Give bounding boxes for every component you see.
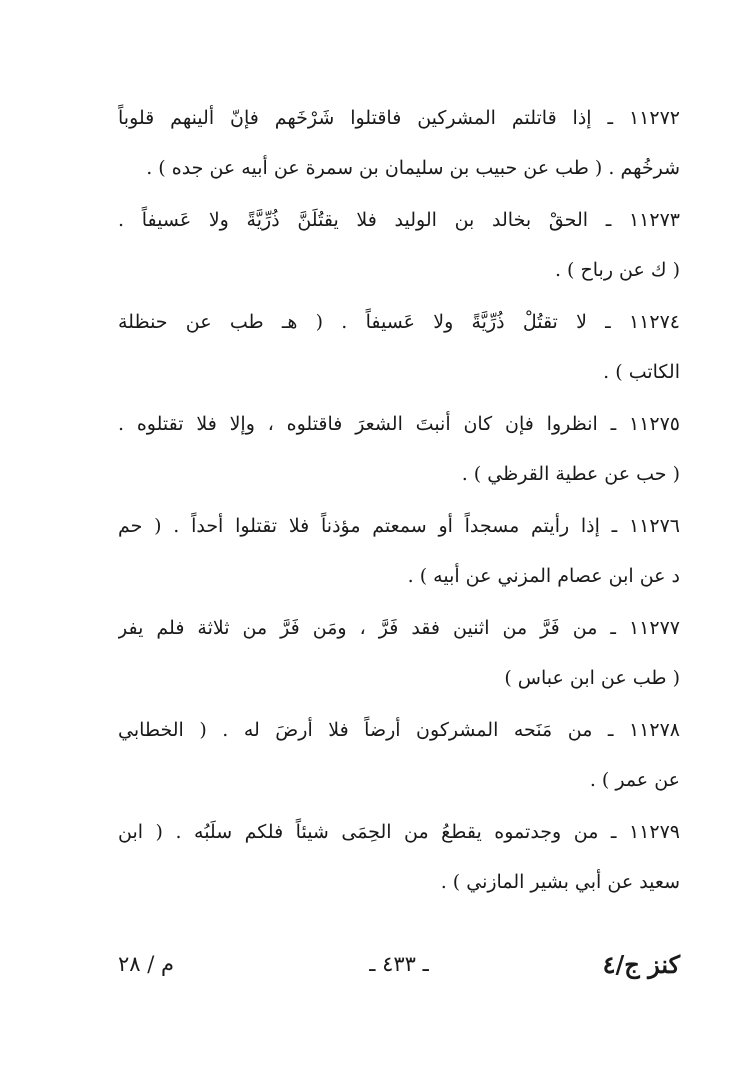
hadith-entry-11274	[118, 308, 680, 387]
hadith-entry-11278	[118, 716, 680, 795]
entry-text-line: ١١٢٧٦ ـ إذا رأيتم مسجداً أو سمعتم مؤذناً فلا تقتلوا أحداً . ( حم	[118, 515, 680, 537]
volume-label: كنز ج/٤	[602, 950, 680, 979]
entry-text-line: سعيد عن أبي بشير المازني ) .	[440, 871, 680, 893]
hadith-entry-11272	[118, 104, 680, 183]
entry-text-line: ( حب عن عطية القرظي ) .	[461, 463, 680, 485]
entry-text-line: ١١٢٧٢ ـ إذا قاتلتم المشركين فاقتلوا شَرْخَهم فإنّ ألينهم قلوباً	[118, 107, 680, 129]
entry-text-line: ( طب عن ابن عباس )	[504, 667, 680, 689]
hadith-entry-11275	[118, 410, 680, 489]
entry-text-line: الكاتب ) .	[603, 361, 680, 383]
entry-text-line: ١١٢٧٥ ـ انظروا فإن كان أنبتَ الشعرَ فاقتلوه ، وإلا فلا تقتلوه .	[118, 413, 680, 435]
entry-text-line: ١١٢٧٣ ـ الحقْ بخالد بن الوليد فلا يقتُلَنَّ ذُرِّيَّةً ولا عَسيفاً .	[118, 209, 680, 231]
entry-text-line: ( ك عن رباح ) .	[554, 259, 680, 281]
entry-text-line: شرخُهم . ( طب عن حبيب بن سليمان بن سمرة عن أبيه عن جده ) .	[146, 157, 680, 179]
page-number: ـ ٤٣٣ ـ	[369, 952, 429, 976]
hadith-entry-11276	[118, 512, 680, 591]
hadith-entry-11277	[118, 614, 680, 693]
entry-text-line: ١١٢٧٤ ـ لا تقتُلْ ذُرِّيَّةً ولا عَسيفاً . ( هـ طب عن حنظلة	[118, 311, 680, 333]
hadith-entry-11279	[118, 818, 680, 897]
entry-text-line: د عن ابن عصام المزني عن أبيه ) .	[407, 565, 680, 587]
hadith-entry-11273	[118, 206, 680, 285]
entry-text-line: ١١٢٧٧ ـ من فَرَّ من اثنين فقد فَرَّ ، ومَن فَرَّ من ثلاثة فلم يفر	[118, 617, 680, 639]
hadith-entries	[118, 104, 680, 920]
page-footer	[118, 950, 680, 990]
sheet-mark: م / ٢٨	[118, 952, 174, 976]
entry-text-line: ١١٢٧٨ ـ من مَنَحه المشركون أرضاً فلا أرضَ له . ( الخطابي	[118, 719, 680, 741]
entry-text-line: ١١٢٧٩ ـ من وجدتموه يقطعُ من الحِمَى شيئاً فلكم سلَبُه . ( ابن	[118, 821, 680, 843]
entry-text-line: عن عمر ) .	[589, 769, 680, 791]
